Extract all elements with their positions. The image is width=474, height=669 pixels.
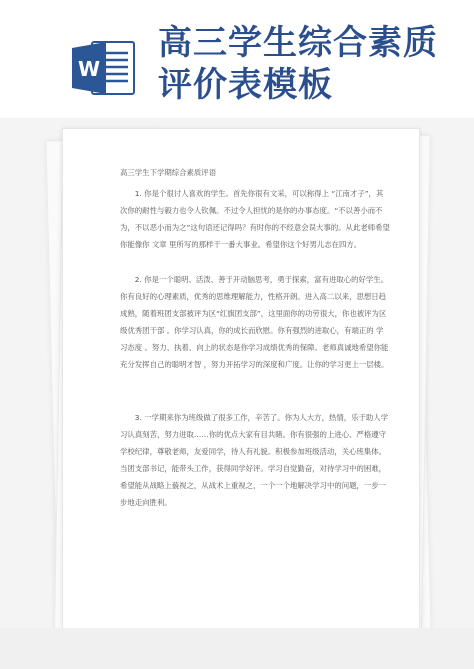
word-document-icon xyxy=(70,38,136,98)
paragraph-1: 1. 你是个很讨人喜欢的学生。首先你很有文采，可以称得上 “江南才子”，其次你的耐性与毅力也令人钦佩。不过令人担忧的是你的办事态度。“不以善小而不为，不以恶小而为之”这句语还记得吗？有时你的不经意会误大事的。从此老师希望你能像你 文章 里所写的那样干一番大事业。希望你这个好男儿志在四方。 xyxy=(120,189,390,249)
header-banner xyxy=(0,0,474,120)
paragraph-3: 3. 一学期来你为班级做了很多工作，辛苦了。你为人大方，热情，乐于助人学习认真刻苦，努力进取……你的优点大家有目共睹。你有很强的上进心、严格遵守学校纪律，尊敬老师，友爱同学，待人有礼貌。积极参加班级活动，关心班集体。当团支部书记，能带头工作，获得同学好评。学习自觉勤奋，对待学习中的困难，希望能从战略上藐视之，从战术上重视之，一个一个地解决学习中的问题，一步一步地走向胜利。 xyxy=(120,413,389,507)
paragraph-2: 2. 你是一个聪明、活泼、善于开动脑思考，勇于探索，富有进取心的好学生。你有良好的心理素质，优秀的思维理解能力，性格开朗。进入高二以来，思想日趋成熟，随着班团支部被评为区“红旗团支部”，这里面你的功劳很大，你也被评为区级优秀团干部 。你学习认真，你的成长而欣慰。你有强烈的进取心，有端正的 学习态度 。努力、执着、向上的状态是你学习成绩优秀的保障。老师真诚地希望你能充分发挥自己的聪明才智 ，努力开拓学习的深度和广度。让你的学习更上一层楼。 xyxy=(120,275,389,369)
title-line-2: 评价表模板 xyxy=(158,65,333,105)
word-logo-letter: W xyxy=(77,57,101,81)
page-title xyxy=(158,22,438,106)
bottom-background-strip xyxy=(0,628,474,669)
document-heading: 高三学生下学期综合素质评语 xyxy=(120,168,217,177)
document-body xyxy=(120,164,390,511)
title-line-1: 高三学生综合素质 xyxy=(158,23,438,63)
